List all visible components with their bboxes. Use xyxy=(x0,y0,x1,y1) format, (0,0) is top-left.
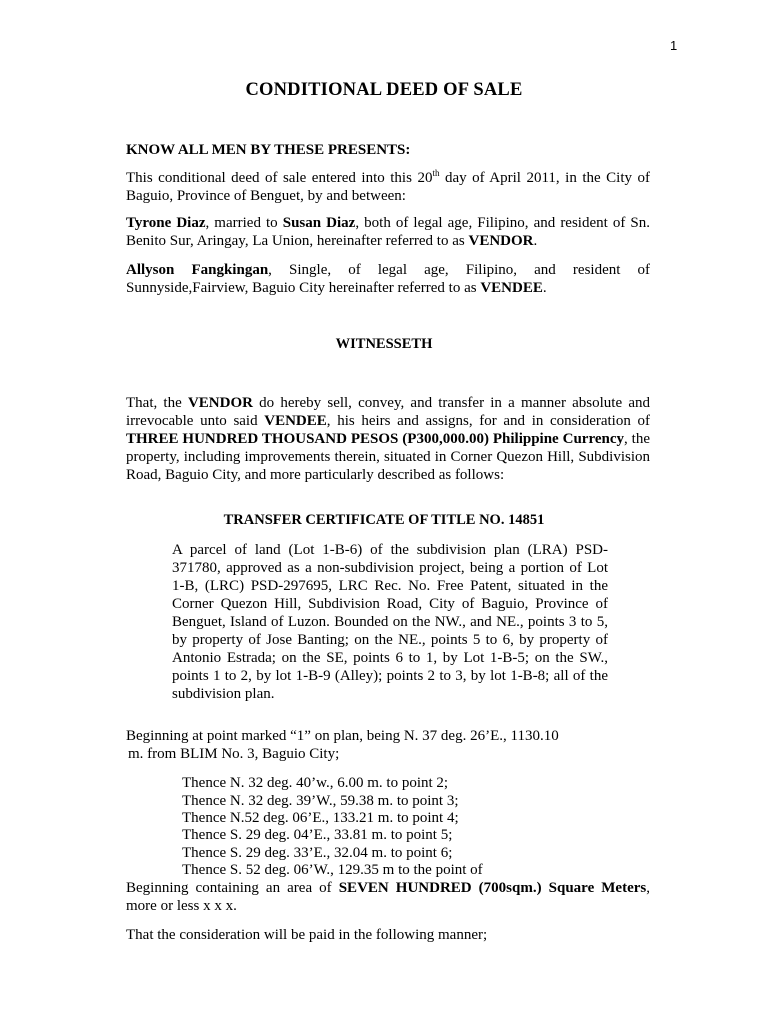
intro-text-1: This conditional deed of sale entered into this 20 xyxy=(126,170,433,186)
page-number: 1 xyxy=(670,38,678,53)
course-line-3: Thence N.52 deg. 06’E., 133.21 m. to point 4; xyxy=(182,810,459,826)
sale-text-4: , the property, including improvements therein, situated in Corner Quezon Hill, Subdivision Road, Baguio City, and more particularly described as follows: xyxy=(126,431,651,483)
witnesseth-heading: WITNESSETH xyxy=(335,336,433,352)
tct-heading: TRANSFER CERTIFICATE OF TITLE NO. 14851 xyxy=(223,512,545,528)
area-text-2: , more or less x x x. xyxy=(126,880,650,914)
beginning-line-1: Beginning at point marked “1” on plan, being N. 37 deg. 26’E., 1130.10 xyxy=(126,728,559,744)
course-line-5: Thence S. 29 deg. 33’E., 32.04 m. to point 6; xyxy=(182,845,453,861)
intro-text-2: day of April 2011, in the City of Baguio, Province of Benguet, by and between: xyxy=(126,170,650,204)
area-paragraph xyxy=(126,879,650,915)
vendee-paragraph xyxy=(126,261,650,297)
vendor-text-3: . xyxy=(533,233,538,249)
vendee-name: Allyson Fangkingan xyxy=(126,262,269,278)
opening-clause: KNOW ALL MEN BY THESE PRESENTS: xyxy=(126,142,411,158)
sale-text-2: do hereby sell, convey, and transfer in a manner absolute and irrevocable unto said xyxy=(126,395,650,429)
vendor-text-2: , both of legal age, Filipino, and resident of Sn. Benito Sur, Aringay, La Union, hereinafter referred to as xyxy=(126,215,651,249)
consideration-line: That the consideration will be paid in the following manner; xyxy=(126,927,488,943)
sale-vendee: VENDEE xyxy=(264,413,327,429)
vendor-spouse-name: Susan Diaz xyxy=(282,215,356,231)
area-text-1: Beginning containing an area of xyxy=(126,880,339,896)
vendor-name: Tyrone Diaz xyxy=(126,215,206,231)
date-ordinal-suffix: th xyxy=(432,168,440,178)
sale-paragraph xyxy=(126,394,650,484)
parcel-description: A parcel of land (Lot 1-B-6) of the subdivision plan (LRA) PSD-371780, approved as a non-subdivision project, being a portion of Lot 1-B, (LRC) PSD-297695, LRC Rec. No. Free Patent, situated in the Corner Quezon Hill, Subdivision Road, City of Baguio, Province of Benguet, Island of Luzon. Bounded on the NW., and NE., points 3 to 5, by property of Jose Banting; on the NE., points 5 to 6, by property of Antonio Estrada; on the SE, points 6 to 1, by Lot 1-B-5; on the SW., points 1 to 2, by lot 1-B-9 (Alley); points 2 to 3, by lot 1-B-8; all of the subdivision plan. xyxy=(172,542,608,702)
vendee-text-2: . xyxy=(542,280,547,296)
sale-vendor: VENDOR xyxy=(187,395,253,411)
course-line-4: Thence S. 29 deg. 04’E., 33.81 m. to point 5; xyxy=(182,827,453,843)
document-title: CONDITIONAL DEED OF SALE xyxy=(245,80,523,100)
course-line-6: Thence S. 52 deg. 06’W., 129.35 m to the point of xyxy=(182,862,483,878)
beginning-line-2: m. from BLIM No. 3, Baguio City; xyxy=(128,746,340,762)
sale-text-1: That, the xyxy=(126,395,188,411)
vendor-paragraph xyxy=(126,214,650,250)
course-line-1: Thence N. 32 deg. 40’w., 6.00 m. to point 2; xyxy=(182,775,449,791)
vendee-role: VENDEE xyxy=(480,280,543,296)
intro-paragraph xyxy=(126,169,650,205)
vendor-role: VENDOR xyxy=(468,233,534,249)
course-line-2: Thence N. 32 deg. 39’W., 59.38 m. to point 3; xyxy=(182,793,459,809)
vendor-text-1: , married to xyxy=(205,215,283,231)
sale-text-3: , his heirs and assigns, for and in consideration of xyxy=(326,413,650,429)
sale-amount: THREE HUNDRED THOUSAND PESOS (P300,000.00) Philippine Currency xyxy=(126,431,625,447)
area-value: SEVEN HUNDRED (700sqm.) Square Meters xyxy=(338,880,647,896)
vendee-text-1: , Single, of legal age, Filipino, and resident of Sunnyside,Fairview, Baguio City hereinafter referred to as xyxy=(126,262,651,296)
